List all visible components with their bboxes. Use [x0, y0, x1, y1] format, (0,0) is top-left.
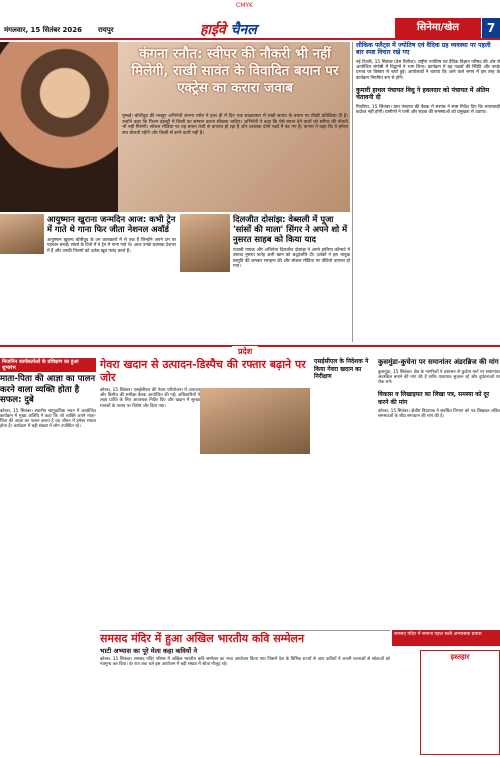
section-band — [0, 345, 500, 356]
right-column — [352, 42, 500, 342]
dubey-kicker: मितानिन कार्यकर्ताओं के प्रशिक्षण का हुआ शुभारंभ — [0, 358, 96, 372]
lead-photo — [0, 42, 118, 212]
dubey-headline: माता-पिता की आज्ञा का पालन करने वाला व्यक्ति होता है सफल: दुबे — [0, 374, 96, 405]
story-dubey — [0, 358, 96, 628]
right-headline: लौकिक फ्लैट्स में ज्योतिष एवं वैदिक ग्रह व्यवस्था पर पहली बार स्पष्ट विचार रखे गए — [356, 42, 491, 57]
ad-title: इश्तहार — [450, 653, 470, 661]
inspection-headline: एसईसीएल के निदेशक ने किया गेवरा खदान का निरीक्षण — [314, 358, 369, 380]
right-body: नई दिल्ली, 15 सितंबर (प्रेस रिलीज)। राष्ट्रीय ज्योतिष एवं वैदिक विज्ञान परिषद की ओर से आयोजित संगोष्ठी में विद्वानों ने भाग लिया। कार्यक्रम में ग्रह नक्षत्रों की स्थिति और उनके प्रभाव पर विस्तार से चर्चा हुई। आयोजकों ने बताया कि आने वाले समय में इस तरह के कार्यक्रम नियमित रूप से होंगे। — [356, 59, 500, 81]
diljit-headline: दिलजीत दोसांझ: वेब्सली में पूजा 'सांसों की माला' सिंगर ने अपने शो में नुसरत साहब को किया याद — [233, 214, 348, 244]
dubey-body: कोरबा, 15 सितंबर। स्थानीय सामुदायिक भवन में आयोजित कार्यक्रम में मुख्य अतिथि ने कहा कि जो व्यक्ति अपने माता-पिता की आज्ञा का पालन करता है वह जीवन में हमेशा सफल होता है। कार्यक्रम में बड़ी संख्या में लोग उपस्थित रहे। — [0, 408, 96, 430]
lead-story — [0, 42, 350, 212]
letter-headline: विकास व लिखाइयत का लिखा पत्र, समस्या को दूर करने की मांग — [378, 391, 490, 406]
right-sub-body: पिपरिया, 15 सितंबर। ग्राम पंचायत की बैठक में सरपंच ने स्पष्ट निर्देश दिए कि लापरवाही बर्दाश्त नहीं होगी। ग्रामीणों ने पानी और सड़क की समस्याओं को प्रमुखता से उठाया। — [356, 104, 500, 116]
underbridge-headline: कुसमुंडा-कुचेना पर समानांतर अंडरब्रिज की मांग — [378, 358, 499, 366]
brand-logo — [200, 20, 257, 39]
story-kavi — [100, 630, 390, 755]
lead-body: मुम्बई। बॉलीवुड की मशहूर अभिनेत्री कंगना रनौत ने हाल ही में दिए एक साक्षात्कार में राखी सावंत के बयान पर तीखी प्रतिक्रिया दी है। उन्होंने कहा कि फिल्म इंडस्ट्री में किसी का सम्मान करना सीखना चाहिए। अभिनेत्री ने कहा कि ऐसे बयान देने वालों को स्वीपर की नौकरी भी नहीं मिलेगी। सोशल मीडिया पर यह बयान तेजी से वायरल हो रहा है और प्रशंसक दोनों पक्षों में बंट गए हैं। कंगना ने कहा कि वे हमेशा सच बोलती रहेंगी और किसी से डरने वाली नहीं हैं। — [122, 114, 348, 136]
ayushmann-body: आयुष्मान खुराना बॉलीवुड के उन कलाकारों में से एक हैं जिन्होंने अपने दम पर पहचान बनाई। संघर्ष के दिनों में वे ट्रेन में गाना गाते थे। आज उनके प्रशंसक देशभर में हैं और उनकी फिल्मों को दर्शक खूब पसंद करते हैं। — [47, 238, 176, 254]
gevra-headline: गेवरा खदान से उत्पादन-डिस्पैच की रफ्तार बढ़ाने पर जोर — [100, 358, 306, 384]
ayushmann-photo — [0, 214, 44, 254]
story-ayushmann — [0, 214, 176, 344]
right-sub-headline: कुमारी हाथल पंचायत विधु ने हवलदार को पंचायत में अंतिम चेतावनी दी — [356, 87, 490, 102]
ayushmann-headline: आयुष्मान खुराना जन्मदिन आज: कभी ट्रेन में गाते थे गाना फिर जीता नेशनल अवॉर्ड — [47, 214, 176, 234]
story-gevra — [100, 358, 310, 628]
brand-part-b: चैनल — [230, 22, 257, 38]
masthead — [0, 0, 500, 40]
kavi-kicker: समसद मंदिर में समाज पहल चली अभ्यासक प्रयास — [394, 632, 482, 637]
page-number: 7 — [482, 18, 500, 38]
brand-part-a: हाईवे — [200, 22, 226, 38]
story-diljit — [180, 214, 350, 344]
diljit-body: पंजाबी गायक और अभिनेता दिलजीत दोसांझ ने अपने हालिया कॉन्सर्ट में उस्ताद नुसरत फतेह अली खान को श्रद्धांजलि दी। दर्शकों ने इस भावुक प्रस्तुति की जमकर सराहना की और सोशल मीडिया पर वीडियो वायरल हो गया। — [233, 248, 350, 269]
story-inspection — [314, 358, 374, 628]
kavi-body: कोरबा, 15 सितंबर। समसद मंदिर परिसर में अखिल भारतीय कवि सम्मेलन का भव्य आयोजन किया गया जिसमें देश के विभिन्न राज्यों से आए कवियों ने अपनी रचनाओं से श्रोताओं को मंत्रमुग्ध कर दिया। देर रात तक चले इस आयोजन में बड़ी संख्या में श्रोता मौजूद रहे। — [100, 657, 390, 668]
advertisement — [420, 650, 500, 755]
letter-body: कोरबा, 15 सितंबर। क्षेत्रीय विधायक ने संबंधित विभाग को पत्र लिखकर लंबित समस्याओं के शीघ्र समाधान की मांग की है। — [378, 409, 500, 420]
lead-headline: कंगना रनौत: स्वीपर की नौकरी भी नहीं मिलेगी, राखी सावंत के विवादित बयान पर एक्ट्रेस का करारा जवाब — [131, 46, 339, 96]
edition-city: रायपुर — [98, 26, 114, 34]
kavi-kicker-box — [392, 630, 500, 646]
story-underbridge — [378, 358, 500, 628]
cmyk-mark: CMYK — [236, 2, 253, 9]
section-label: सिनेमा/खेल — [395, 18, 481, 38]
section-band-label: प्रदेश — [232, 346, 258, 357]
kavi-headline: समसद मंदिर में हुआ अखिल भारतीय कवि सम्मेलन — [100, 632, 305, 645]
gevra-photo — [200, 388, 310, 454]
diljit-photo — [180, 214, 230, 272]
underbridge-body: कुसमुंडा, 15 सितंबर। क्षेत्र के नागरिकों ने प्रशासन से कुचेना मार्ग पर समानांतर अंडरब्रिज बनाने की मांग की है ताकि यातायात सुचारू रहे और दुर्घटनाओं पर रोक लगे। — [378, 369, 500, 385]
gevra-body: कोरबा, 15 सितंबर। एसईसीएल की गेवरा परियोजना में उत्पादन और डिस्पैच की समीक्षा बैठक आयोजित की गई। अधिकारियों ने लक्ष्य प्राप्ति के लिए आवश्यक निर्देश दिए और खदान में सुरक्षा मानकों के पालन पर विशेष जोर दिया गया। — [100, 388, 200, 409]
kavi-sub-headline: भाटी अभ्यास का पूरे मेला कहा कवियों ने — [100, 647, 198, 655]
issue-date: मंगलवार, 15 सितंबर 2026 — [4, 26, 83, 34]
